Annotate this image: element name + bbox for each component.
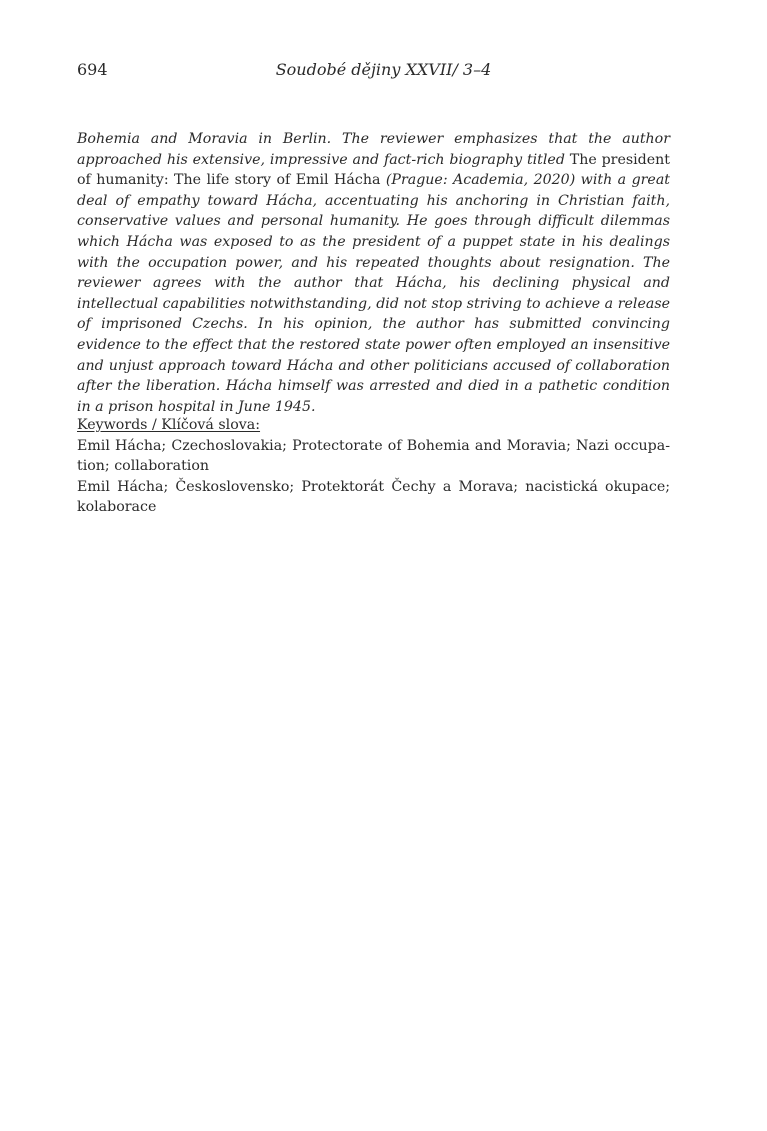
keywords-section: [77, 415, 670, 518]
abstract-paragraph: [77, 129, 670, 417]
book-title: The president of humanity: The life story of Emil Hácha: [77, 151, 670, 189]
keywords-english: Emil Hácha; Czechoslovakia; Protectorate of Bohemia and Moravia; Nazi occupation; collaboration: [77, 437, 670, 475]
page-number: 694: [77, 60, 108, 79]
keywords-heading: Keywords / Klíčová slova:: [77, 417, 261, 433]
keywords-czech: Emil Hácha; Československo; Protektorát Čechy a Morava; nacistická okupace; kolaborace: [77, 478, 670, 516]
abstract-text-part1: Bohemia and Moravia in Berlin. The reviewer emphasizes that the author approached his extensive, impressive and fact-rich biography titled: [77, 131, 670, 168]
running-head: Soudobé dějiny XXVII/ 3–4: [275, 60, 492, 79]
abstract-text-part2: (Prague: Academia, 2020) with a great deal of empathy toward Hácha, accentuating his anchoring in Christian faith, conservative values and personal humanity. He goes through difficult dilemmas which Hácha was exposed to as the president of a puppet state in his dealings with the occupation power, and his repeated thoughts about resignation. The reviewer agrees with the author that Hácha, his declining physical and intellectual capabilities notwithstanding, did not stop striving to achieve a release of imprisoned Czechs. In his opinion, the author has submitted convincing evidence to the effect that the restored state power often employed an insensitive and unjust approach toward Hácha and other politicians accused of collaboration after the liberation. Hácha himself was arrested and died in a pathetic condition in a prison hospital in June 1945.: [77, 172, 670, 415]
